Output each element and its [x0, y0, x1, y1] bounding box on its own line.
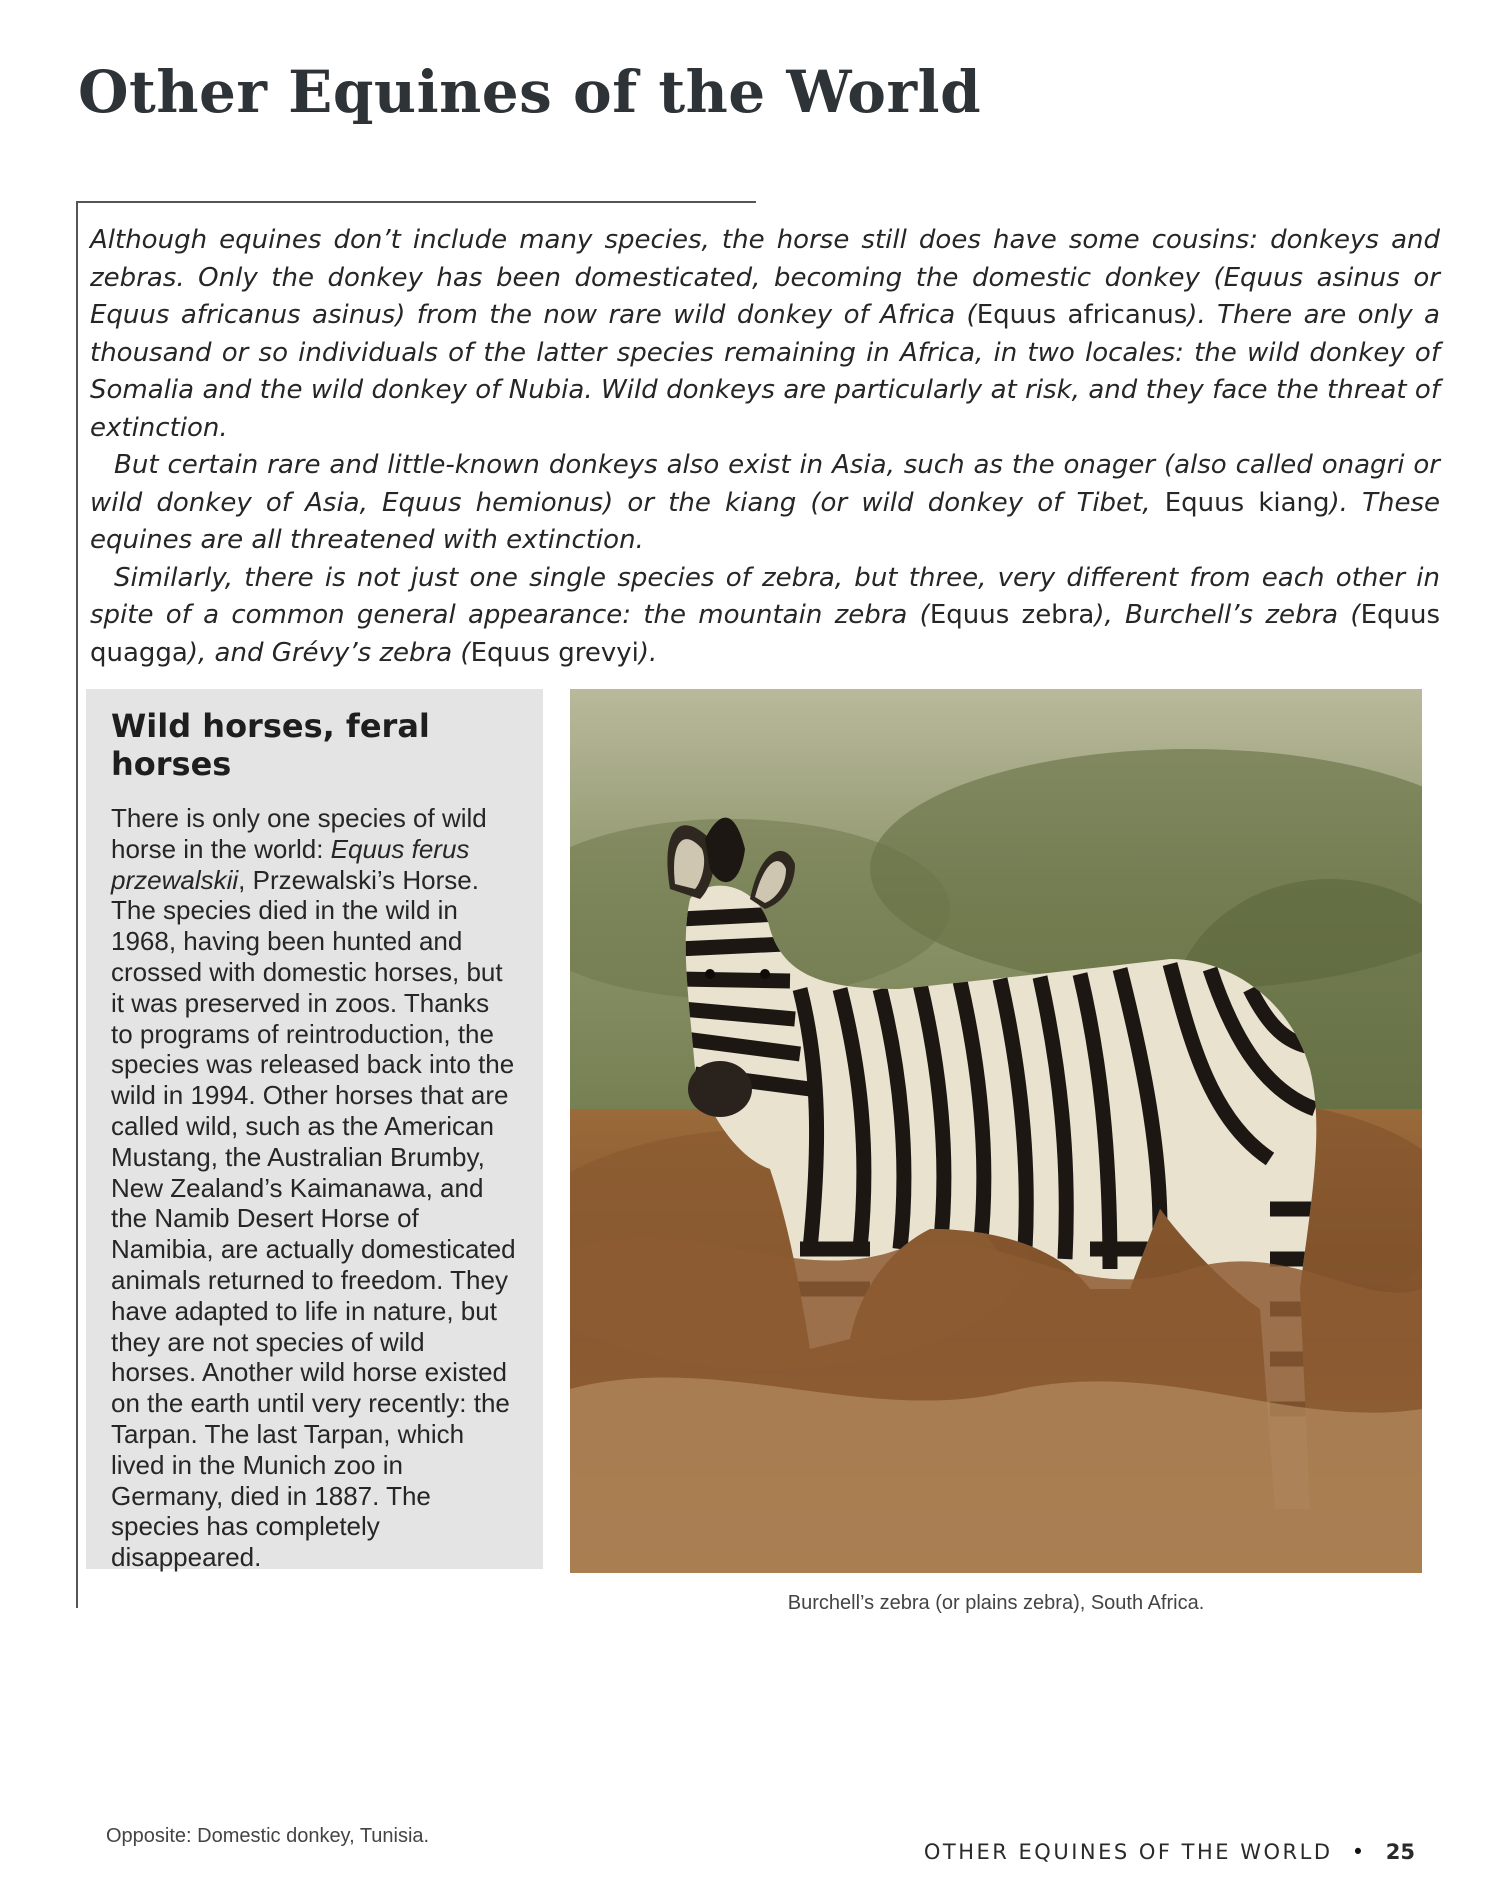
intro-text-segment: Equus zebra — [929, 600, 1095, 630]
intro-text-segment: Similarly, there is not just one single species of zebra, but three, very different from each other in spite of a common general appearance: the mountain zebra ( — [90, 562, 1440, 630]
sidebar-text-segment: There is only one species of wild horse in the world: — [111, 803, 487, 864]
sidebar-body — [111, 803, 517, 1573]
intro-text-segment: Equus kiang — [1164, 487, 1330, 518]
intro-text-segment: ), and Grévy’s zebra ( — [187, 637, 471, 668]
intro-paragraph — [90, 447, 1440, 560]
page-footer — [924, 1840, 1415, 1864]
intro-paragraph — [90, 222, 1440, 447]
intro-text-segment: But certain rare and little-known donkeys also exist in Asia, such as the onager (also called onagri or wild donkey of Asia, Equus hemionus) or the kiang (or wild donkey of Tibet, — [90, 450, 1440, 518]
page-title: Other Equines of the World — [78, 58, 982, 126]
left-rule — [76, 201, 78, 1608]
intro-text — [90, 222, 1440, 672]
intro-text-segment: Although equines don’t include many species, the horse still does have some cousins: donkeys and zebras. Only the donkey has been domesticated, becoming the domestic donkey (Equus asinus or Equus africanus asinus) from the now rare wild donkey of Africa ( — [90, 225, 1440, 330]
opposite-caption: Opposite: Domestic donkey, Tunisia. — [106, 1825, 430, 1847]
intro-text-segment: ). There are only a thousand or so individuals of the latter species remaining in Africa, in two locales: the wild donkey of Somalia and the wild donkey of Nubia. Wild donkeys are particularly at risk, and they face the threat of extinction. — [90, 300, 1440, 443]
sidebar-text-segment: , Przewalski’s Horse. The species died in the wild in 1968, having been hunted and crossed with domestic horses, but it was preserved in zoos. Thanks to programs of reintroduction, the species was released back into the wild in 1994. Other horses that are called wild, such as the American Mustang, the Australian Brumby, New Zealand’s Kaimanawa, and the Namib Desert Horse of Namibia, are actually domesticated animals returned to freedom. They have adapted to life in nature, but they are not species of wild horses. Another wild horse existed on the earth until very recently: the Tarpan. The last Tarpan, which lived in the Munich zoo in Germany, died in 1887. The species has completely disappeared. — [111, 864, 516, 1573]
intro-text-segment: ), Burchell’s zebra ( — [1094, 600, 1361, 630]
zebra-photo — [570, 689, 1422, 1573]
intro-paragraph — [90, 560, 1440, 673]
intro-text-segment: Equus grevyi — [470, 637, 639, 668]
page-number: 25 — [1385, 1840, 1415, 1864]
intro-text-segment: Equus quagga — [90, 600, 1440, 668]
sidebar-text-segment: Equus ferus przewalskii — [111, 833, 470, 895]
photo-caption: Burchell’s zebra (or plains zebra), South Africa. — [787, 1592, 1205, 1614]
intro-text-segment: ). — [638, 637, 658, 668]
sidebar-heading: Wild horses, feral horses — [111, 707, 430, 783]
top-rule — [76, 201, 756, 203]
running-head: OTHER EQUINES OF THE WORLD — [923, 1840, 1333, 1864]
sidebar-box — [86, 689, 543, 1573]
footer-separator: • — [1351, 1840, 1367, 1864]
intro-text-segment: ). These equines are all threatened with extinction. — [90, 487, 1440, 555]
intro-text-segment: Equus africanus — [976, 300, 1188, 330]
